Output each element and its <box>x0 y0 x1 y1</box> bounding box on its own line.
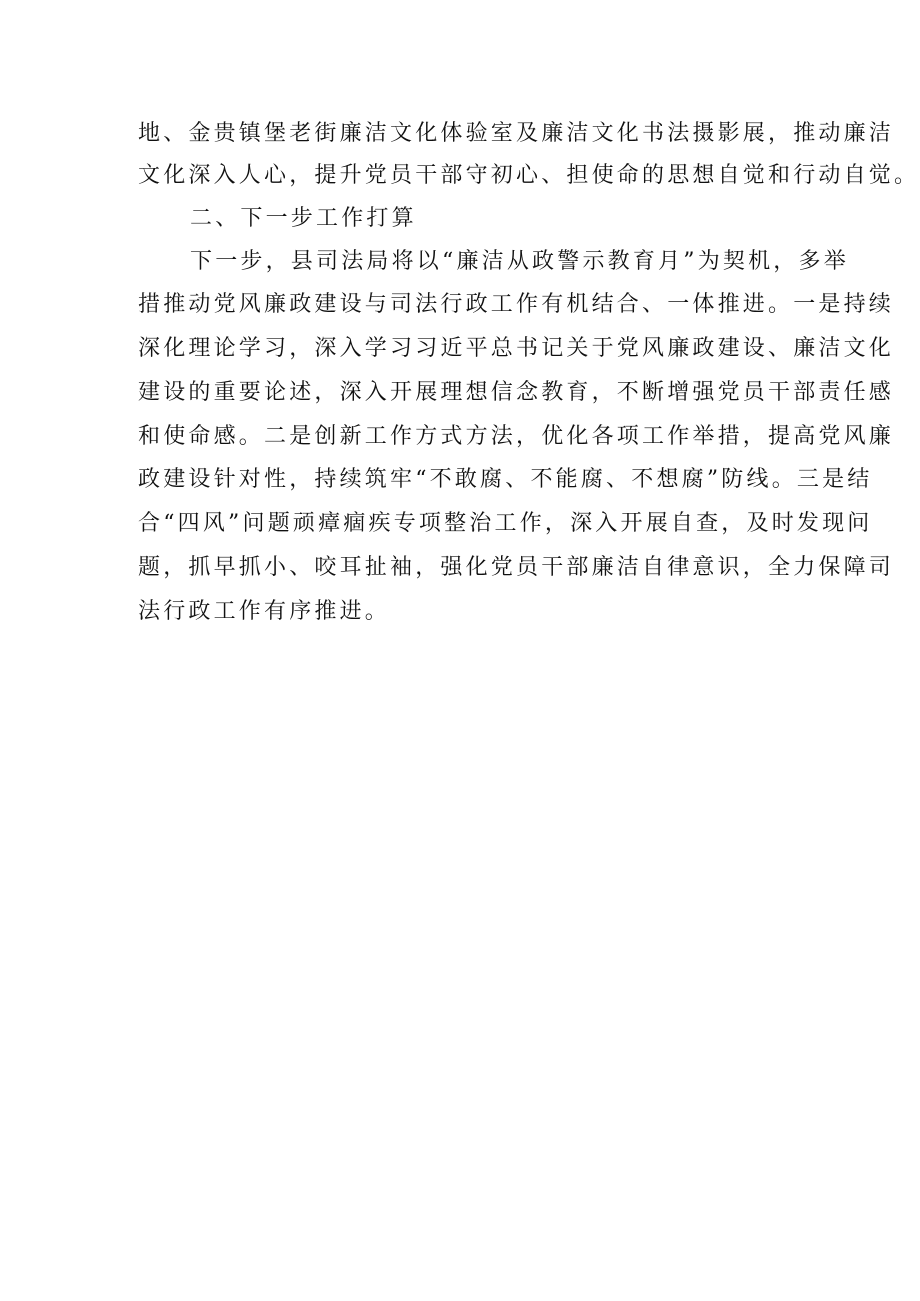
paragraph-line: 深化理论学习，深入学习习近平总书记关于党风廉政建设、廉洁文化 <box>138 336 895 361</box>
paragraph-line: 和使命感。二是创新工作方式方法，优化各项工作举措，提高党风廉 <box>138 424 895 449</box>
paragraph-line: 措推动党风廉政建设与司法行政工作有机结合、一体推进。一是持续 <box>138 292 895 317</box>
paragraph-line: 文化深入人心，提升党员干部守初心、担使命的思想自觉和行动自觉。 <box>138 163 920 188</box>
paragraph-line: 下一步，县司法局将以“廉洁从政警示教育月”为契机，多举 <box>190 249 849 274</box>
paragraph-line: 建设的重要论述，深入开展理想信念教育，不断增强党员干部责任感 <box>138 380 895 405</box>
paragraph-line: 地、金贵镇堡老街廉洁文化体验室及廉洁文化书法摄影展，推动廉洁 <box>138 121 895 146</box>
paragraph-line: 政建设针对性，持续筑牢“不敢腐、不能腐、不想腐”防线。三是结 <box>138 467 873 492</box>
section-heading: 二、下一步工作打算 <box>190 206 417 231</box>
paragraph-line: 题，抓早抓小、咬耳扯袖，强化党员干部廉洁自律意识，全力保障司 <box>138 555 895 580</box>
paragraph-line: 法行政工作有序推进。 <box>138 599 391 624</box>
paragraph-line: 合“四风”问题顽瘴痼疾专项整治工作，深入开展自查，及时发现问 <box>138 511 873 536</box>
